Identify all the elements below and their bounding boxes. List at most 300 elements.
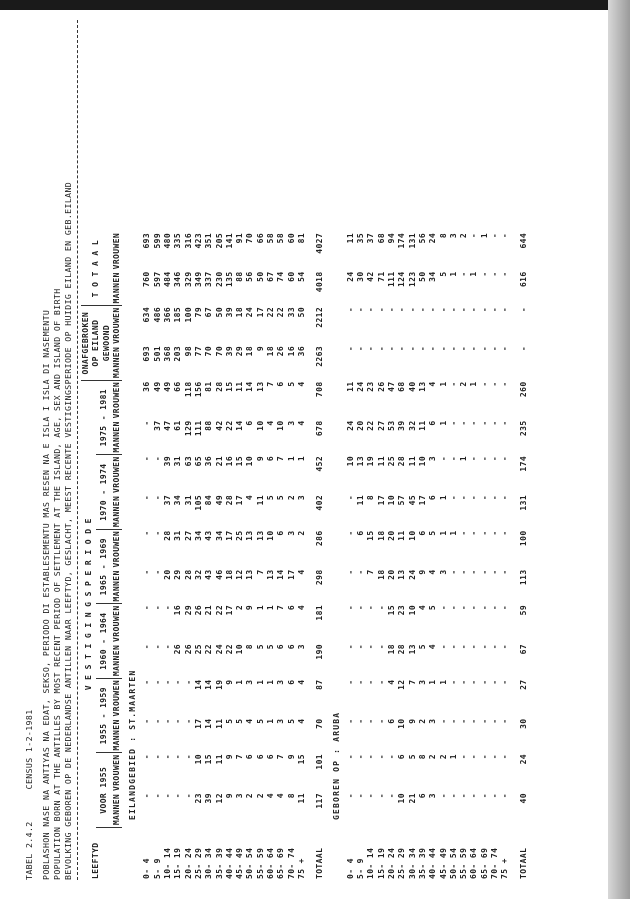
- table-cell: 42: [214, 420, 224, 431]
- table-cell: -: [376, 643, 386, 650]
- table-cell: 2: [459, 232, 469, 239]
- table-cell: 10: [345, 455, 355, 467]
- table-cell: -: [366, 679, 376, 685]
- table-cell: 26: [183, 643, 193, 655]
- table-cell: -: [500, 420, 510, 426]
- table-cell: -: [469, 793, 479, 799]
- age-group-label: 25- 29: [397, 847, 407, 879]
- table-cell: 42: [366, 271, 376, 282]
- table-cell: 34: [428, 271, 438, 282]
- table-cell: 71: [376, 271, 386, 282]
- table-cell: 74: [276, 271, 286, 282]
- table-cell: 20: [387, 569, 397, 580]
- table-cell: -: [142, 643, 152, 650]
- table-cell: 39: [224, 345, 234, 357]
- table-cell: 58: [266, 232, 276, 244]
- table-cell: 28: [163, 530, 173, 541]
- table-cell: 5: [417, 643, 427, 650]
- sex-header-row: [112, 232, 122, 880]
- table-cell: -: [479, 679, 489, 685]
- table-cell: -: [366, 604, 376, 611]
- women-column-header: VROUWEN: [111, 605, 121, 642]
- table-cell: 66: [173, 381, 183, 392]
- table-cell: 9: [255, 345, 265, 352]
- table-cell: 10: [235, 643, 245, 655]
- table-cell: -: [448, 679, 458, 685]
- table-cell: 63: [183, 455, 193, 467]
- table-cell: 22: [366, 420, 376, 431]
- table-cell: 105: [193, 494, 203, 511]
- table-cell: -: [438, 455, 448, 462]
- scanned-page: [0, 10, 608, 899]
- men-column-header: MANNEN: [112, 270, 122, 306]
- table-cell: 6: [245, 753, 255, 760]
- census-date: CENSUS 1-2-1981: [24, 709, 34, 790]
- table-cell: 174: [397, 232, 407, 249]
- section-header-row: [122, 232, 142, 880]
- table-cell: 49: [152, 381, 162, 392]
- table-cell: -: [356, 643, 366, 650]
- table-cell: -: [183, 753, 193, 760]
- table-row: [439, 232, 449, 880]
- table-cell: 346: [173, 271, 183, 288]
- table-cell: 28: [224, 494, 234, 506]
- table-cell: 9: [245, 604, 255, 611]
- period-header-1960-1964: 1960 - 1964: [96, 604, 111, 679]
- table-row: [469, 232, 479, 880]
- table-cell: 203: [173, 345, 183, 362]
- table-cell: 3: [296, 643, 306, 650]
- table-cell: 7: [366, 569, 376, 575]
- settlement-period-header: V E S T I G I N G S P E R I O D E: [83, 518, 93, 691]
- table-cell: 4: [296, 381, 306, 387]
- table-cell: 28: [397, 643, 407, 655]
- table-cell: 46: [214, 569, 224, 580]
- table-cell: -: [345, 494, 355, 501]
- age-group-label: 0- 4: [142, 858, 152, 879]
- scan-top-edge: [0, 0, 630, 10]
- table-row: [397, 232, 407, 880]
- table-cell: 6: [245, 420, 255, 426]
- table-cell: 3: [276, 679, 286, 685]
- age-group-label: 50- 54: [245, 847, 255, 879]
- table-cell: 693: [142, 345, 152, 362]
- title-english: POPULATION BORN AT THE ANTILLES BY MOST RECENT PERIOD OF SETTLEMENT AT THE ISLAND, AGE, SEX AND ISLAND OF BIRTH: [52, 288, 62, 880]
- table-cell: -: [489, 345, 499, 352]
- table-cell: 67: [266, 271, 276, 282]
- table-cell: 24: [345, 420, 355, 431]
- table-cell: -: [479, 753, 489, 760]
- table-cell: 11: [397, 530, 407, 541]
- table-cell: 423: [193, 232, 203, 249]
- table-cell: -: [500, 604, 510, 611]
- table-cell: -: [459, 753, 469, 760]
- total-cell: 644: [518, 232, 528, 249]
- table-cell: 4: [276, 793, 286, 799]
- table-cell: -: [489, 455, 499, 462]
- age-group-label: 70- 74: [286, 847, 296, 879]
- age-group-label: 40- 44: [428, 847, 438, 879]
- table-cell: 27: [376, 420, 386, 431]
- table-cell: -: [448, 793, 458, 799]
- table-cell: 111: [193, 420, 203, 437]
- table-cell: -: [479, 569, 489, 575]
- table-row: [163, 232, 173, 880]
- table-cell: 19: [366, 455, 376, 467]
- table-cell: -: [163, 604, 173, 611]
- table-row: [408, 232, 418, 880]
- women-column-header: VROUWEN: [111, 232, 121, 270]
- table-cell: -: [489, 381, 499, 387]
- total-cell: 2263: [315, 345, 325, 367]
- table-cell: -: [489, 643, 499, 650]
- table-cell: 366: [163, 306, 173, 323]
- table-cell: -: [345, 306, 355, 313]
- table-row: [490, 232, 500, 880]
- table-cell: 88: [204, 420, 214, 431]
- table-cell: -: [469, 345, 479, 352]
- table-cell: 18: [245, 345, 255, 357]
- table-cell: 47: [387, 381, 397, 392]
- table-cell: 56: [417, 232, 427, 244]
- table-row: [418, 232, 428, 880]
- table-cell: 66: [255, 232, 265, 244]
- period-header-1955-1959: 1955 - 1959: [96, 678, 111, 753]
- table-cell: -: [448, 643, 458, 650]
- table-cell: 3: [428, 718, 438, 724]
- table-cell: 1: [438, 494, 448, 501]
- total-cell: 298: [315, 569, 325, 586]
- table-cell: 7: [235, 753, 245, 760]
- table-cell: 39: [163, 455, 173, 467]
- table-cell: 141: [224, 232, 234, 249]
- table-cell: 16: [286, 345, 296, 357]
- table-cell: -: [387, 306, 397, 313]
- age-group-label: 40- 44: [224, 847, 234, 879]
- table-cell: 70: [245, 232, 255, 244]
- table-cell: 1: [469, 271, 479, 277]
- table-row: [153, 232, 163, 880]
- table-cell: 98: [183, 345, 193, 357]
- age-group-label: 30- 34: [204, 847, 214, 879]
- table-cell: 118: [183, 381, 193, 398]
- table-cell: 26: [173, 643, 183, 655]
- table-cell: 10: [387, 494, 397, 506]
- age-group-label: 70- 74: [489, 847, 499, 879]
- table-cell: -: [479, 643, 489, 650]
- table-cell: 4: [245, 494, 255, 501]
- table-cell: -: [489, 753, 499, 760]
- table-cell: 6: [286, 679, 296, 685]
- table-cell: -: [397, 345, 407, 352]
- table-cell: 124: [397, 271, 407, 288]
- table-cell: 329: [183, 271, 193, 288]
- table-cell: -: [448, 381, 458, 387]
- table-cell: 2: [286, 494, 296, 501]
- table-cell: 23: [397, 604, 407, 616]
- table-cell: -: [345, 718, 355, 724]
- table-cell: -: [489, 679, 499, 685]
- table-row: [235, 232, 245, 880]
- table-cell: -: [479, 381, 489, 387]
- total-cell: 2212: [315, 306, 325, 328]
- table-row: [428, 232, 438, 880]
- total-cell: 101: [315, 753, 325, 770]
- table-cell: -: [376, 753, 386, 760]
- total-cell: 174: [518, 455, 528, 472]
- table-cell: 18: [224, 569, 234, 580]
- table-cell: 12: [397, 679, 407, 690]
- table-cell: 693: [142, 232, 152, 249]
- table-cell: -: [479, 530, 489, 536]
- table-cell: -: [469, 569, 479, 575]
- table-cell: 88: [235, 271, 245, 282]
- period-header-1965-1969: 1965 - 1969: [96, 529, 111, 604]
- age-group-label: 25- 29: [193, 847, 203, 879]
- table-cell: 79: [193, 306, 203, 318]
- table-cell: -: [438, 306, 448, 313]
- table-cell: 23: [193, 793, 203, 804]
- men-column-header: MANNEN: [112, 792, 122, 828]
- section-header-row: [326, 232, 346, 880]
- table-cell: -: [356, 306, 366, 313]
- total-cell: -: [518, 345, 528, 352]
- table-cell: 50: [214, 306, 224, 318]
- age-group-label: 75 +: [296, 858, 306, 879]
- age-group-label: 20- 24: [387, 847, 397, 879]
- table-cell: -: [356, 604, 366, 611]
- table-cell: -: [448, 494, 458, 501]
- total-cell: 616: [518, 271, 528, 288]
- table-row: [500, 232, 510, 880]
- table-cell: 4: [417, 604, 427, 611]
- table-cell: 4: [266, 793, 276, 799]
- table-cell: 4: [245, 718, 255, 724]
- table-cell: -: [479, 306, 489, 313]
- table-cell: 4: [296, 569, 306, 575]
- age-group-label: 20- 24: [183, 847, 193, 879]
- table-cell: 36: [204, 455, 214, 467]
- total-cell: 70: [315, 718, 325, 729]
- table-cell: 5: [428, 604, 438, 611]
- table-cell: 34: [193, 530, 203, 541]
- table-cell: -: [500, 679, 510, 685]
- table-cell: 4: [296, 604, 306, 611]
- table-cell: 36: [296, 345, 306, 357]
- table-cell: -: [356, 569, 366, 575]
- table-cell: -: [469, 232, 479, 239]
- table-cell: 20: [387, 530, 397, 541]
- table-cell: 84: [204, 494, 214, 506]
- table-cell: 6: [286, 604, 296, 611]
- table-cell: 23: [366, 381, 376, 392]
- total-cell: 260: [518, 381, 528, 398]
- table-cell: -: [345, 753, 355, 760]
- table-cell: 61: [173, 420, 183, 431]
- table-cell: 9: [286, 753, 296, 760]
- table-cell: 6: [387, 718, 397, 724]
- total-label: TOTAAL: [315, 847, 325, 879]
- table-cell: -: [438, 345, 448, 352]
- table-cell: 1: [428, 679, 438, 685]
- table-cell: 5: [266, 494, 276, 501]
- table-cell: 31: [173, 455, 183, 467]
- age-group-label: 0- 4: [345, 858, 355, 879]
- table-cell: -: [469, 455, 479, 462]
- table-cell: 10: [397, 718, 407, 729]
- total-cell: 181: [315, 604, 325, 621]
- table-cell: 3: [417, 679, 427, 685]
- table-cell: -: [500, 306, 510, 313]
- table-cell: 1: [266, 679, 276, 685]
- table-cell: -: [387, 753, 397, 760]
- table-cell: -: [152, 494, 162, 501]
- table-cell: -: [500, 494, 510, 501]
- table-cell: 6: [286, 643, 296, 650]
- table-row: [459, 232, 469, 880]
- section-label: EILANDGEBIED : ST.MAARTEN: [128, 669, 138, 820]
- table-cell: 13: [397, 569, 407, 580]
- table-cell: -: [356, 753, 366, 760]
- table-cell: 156: [193, 381, 203, 398]
- table-cell: -: [163, 679, 173, 685]
- table-cell: -: [397, 306, 407, 313]
- table-cell: 5: [428, 530, 438, 536]
- table-cell: -: [173, 718, 183, 724]
- table-cell: 3: [428, 455, 438, 462]
- table-cell: 70: [204, 345, 214, 357]
- table-cell: 6: [417, 530, 427, 536]
- table-cell: -: [142, 679, 152, 685]
- table-cell: 22: [214, 604, 224, 616]
- table-cell: 10: [407, 604, 417, 616]
- period-header-before-1955: VOOR 1955: [96, 753, 111, 828]
- table-cell: -: [345, 604, 355, 611]
- table-cell: -: [500, 271, 510, 277]
- age-group-label: 60- 64: [266, 847, 276, 879]
- table-cell: 2: [417, 718, 427, 724]
- table-cell: -: [142, 455, 152, 462]
- table-cell: 5: [276, 494, 286, 501]
- total-cell: 24: [518, 753, 528, 765]
- table-cell: -: [142, 420, 152, 426]
- table-cell: -: [142, 569, 152, 575]
- table-cell: 7: [407, 679, 417, 685]
- table-cell: 1: [448, 271, 458, 277]
- table-cell: 60: [286, 232, 296, 244]
- table-cell: 17: [286, 569, 296, 580]
- table-cell: 24: [356, 381, 366, 392]
- table-cell: 37: [152, 420, 162, 431]
- table-cell: -: [489, 420, 499, 426]
- total-cell: 235: [518, 420, 528, 437]
- divider: [77, 20, 78, 880]
- table-cell: 47: [163, 420, 173, 431]
- total-row: [511, 232, 529, 880]
- table-cell: -: [489, 793, 499, 799]
- table-cell: 31: [183, 494, 193, 506]
- age-group-label: 65- 69: [479, 847, 489, 879]
- table-cell: 4: [428, 381, 438, 387]
- table-cell: -: [366, 345, 376, 352]
- table-cell: 12: [235, 569, 245, 580]
- table-cell: -: [448, 420, 458, 426]
- table-cell: -: [448, 718, 458, 724]
- table-cell: 28: [214, 381, 224, 392]
- table-cell: 17: [376, 494, 386, 506]
- table-cell: 1: [266, 718, 276, 724]
- age-group-label: 15- 19: [376, 847, 386, 879]
- total-cell: 100: [518, 530, 528, 547]
- table-cell: 6: [417, 793, 427, 799]
- table-cell: -: [387, 345, 397, 352]
- table-cell: -: [459, 679, 469, 685]
- table-cell: 56: [245, 271, 255, 282]
- table-cell: -: [152, 455, 162, 462]
- table-cell: -: [459, 718, 469, 724]
- table-cell: 14: [245, 381, 255, 392]
- table-cell: -: [489, 494, 499, 501]
- table-cell: 10: [266, 530, 276, 541]
- table-cell: -: [489, 569, 499, 575]
- total-cell: 286: [315, 530, 325, 547]
- table-cell: 11: [417, 420, 427, 431]
- table-cell: 634: [142, 306, 152, 323]
- table-cell: -: [345, 643, 355, 650]
- table-cell: 17: [417, 494, 427, 506]
- table-cell: -: [479, 494, 489, 501]
- table-cell: 81: [296, 232, 306, 244]
- table-cell: 5: [255, 643, 265, 650]
- table-cell: 11: [345, 232, 355, 244]
- table-cell: -: [459, 793, 469, 799]
- table-cell: 1: [296, 455, 306, 462]
- table-cell: 22: [266, 306, 276, 318]
- period-header-uninterrupted: ONAFGEBROKEN OP EILAND GEWOOND: [81, 306, 112, 381]
- table-cell: 4: [296, 718, 306, 724]
- table-cell: 111: [387, 271, 397, 288]
- table-cell: -: [387, 793, 397, 799]
- table-cell: 9: [407, 718, 417, 724]
- table-cell: 29: [173, 569, 183, 580]
- total-cell: 87: [315, 679, 325, 690]
- table-row: [194, 232, 204, 880]
- table-cell: -: [469, 718, 479, 724]
- table-cell: 17: [224, 604, 234, 616]
- women-column-header: VROUWEN: [111, 381, 121, 419]
- table-title-block: [24, 20, 74, 880]
- table-cell: -: [142, 530, 152, 536]
- table-cell: 2: [296, 530, 306, 536]
- table-cell: 7: [276, 455, 286, 462]
- table-cell: 1: [266, 604, 276, 611]
- table-cell: 368: [163, 345, 173, 362]
- table-cell: 5: [235, 718, 245, 724]
- table-cell: 13: [255, 381, 265, 392]
- table-cell: -: [448, 306, 458, 313]
- table-cell: -: [356, 718, 366, 724]
- table-cell: 760: [142, 271, 152, 288]
- table-cell: 91: [235, 232, 245, 244]
- age-group-label: 50- 54: [448, 847, 458, 879]
- table-cell: 6: [266, 753, 276, 760]
- table-cell: -: [448, 455, 458, 462]
- table-cell: -: [142, 718, 152, 724]
- total-cell: 27: [518, 679, 528, 690]
- total-cell: 402: [315, 494, 325, 511]
- table-cell: 9: [224, 753, 234, 760]
- scan-right-edge: [608, 0, 630, 899]
